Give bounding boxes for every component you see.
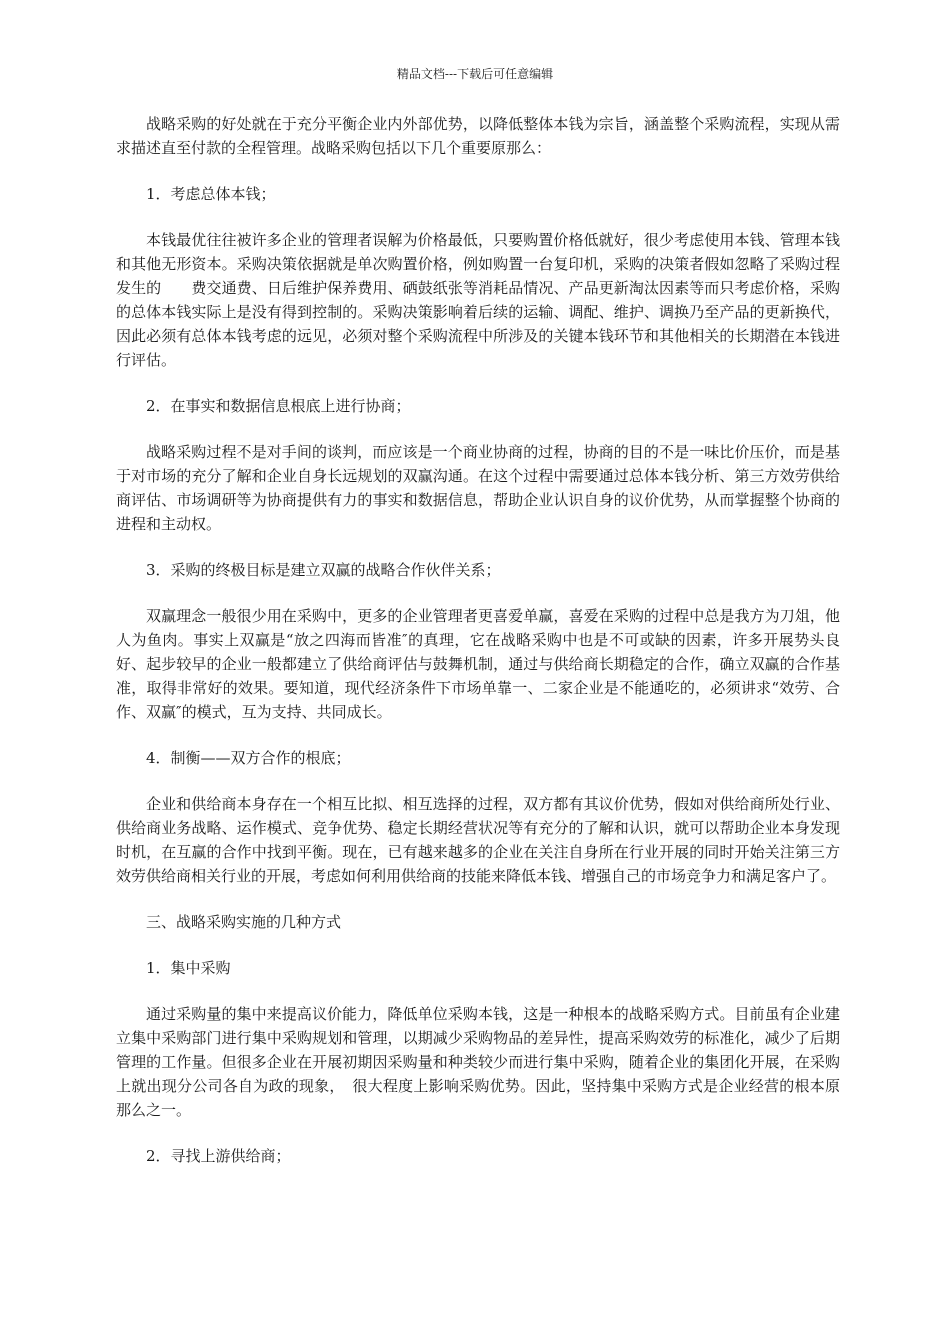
paragraph: 战略采购过程不是对手间的谈判，而应该是一个商业协商的过程，协商的目的不是一味比价压价，而是基于对市场的充分了解和企业自身长远规划的双赢沟通。在这个过程中需要通过总体本钱分析、第三方效劳供给商评估、市场调研等为协商提供有力的事实和数据信息，帮助企业认识自身的议价优势，从而掌握整个协商的进程和主动权。 xyxy=(116,443,840,533)
list-item-heading: 3．采购的终极目标是建立双赢的战略合作伙伴关系； xyxy=(146,561,501,579)
list-item-heading: 2．寻找上游供给商； xyxy=(146,1147,291,1165)
list-item-heading: 4．制衡——双方合作的根底； xyxy=(146,749,351,767)
paragraph: 战略采购的好处就在于充分平衡企业内外部优势，以降低整体本钱为宗旨，涵盖整个采购流程，实现从需求描述直至付款的全程管理。战略采购包括以下几个重要原那么： xyxy=(116,115,840,157)
section-heading: 三、战略采购实施的几种方式 xyxy=(146,913,342,931)
document-body xyxy=(116,112,840,1190)
list-item-heading: 2．在事实和数据信息根底上进行协商； xyxy=(146,397,411,415)
list-item-heading: 1．集中采购 xyxy=(146,959,231,977)
paragraph: 双赢理念一般很少用在采购中，更多的企业管理者更喜爱单赢，喜爱在采购的过程中总是我方为刀俎，他人为鱼肉。事实上双赢是“放之四海而皆准″的真理，它在战略采购中也是不可或缺的因素，许多开展势头良好、起步较早的企业一般都建立了供给商评估与鼓舞机制，通过与供给商长期稳定的合作，确立双赢的合作基准，取得非常好的效果。要知道，现代经济条件下市场单靠一、二家企业是不能通吃的，必须讲求“效劳、合作、双赢″的模式，互为支持、共同成长。 xyxy=(116,607,840,721)
paragraph: 企业和供给商本身存在一个相互比拟、相互选择的过程，双方都有其议价优势，假如对供给商所处行业、供给商业务战略、运作模式、竞争优势、稳定长期经营状况等有充分的了解和认识，就可以帮助企业本身发现时机，在互赢的合作中找到平衡。现在，已有越来越多的企业在关注自身所在行业开展的同时开始关注第三方效劳供给商相关行业的开展，考虑如何利用供给商的技能来降低本钱、增强自己的市场竞争力和满足客户了。 xyxy=(116,795,840,885)
page-header: 精品文档---下载后可任意编辑 xyxy=(396,67,554,81)
paragraph: 通过采购量的集中来提高议价能力，降低单位采购本钱，这是一种根本的战略采购方式。目前虽有企业建立集中采购部门进行集中采购规划和管理，以期减少采购物品的差异性，提高采购效劳的标准化，减少了后期管理的工作量。但很多企业在开展初期因采购量和种类较少而进行集中采购，随着企业的集团化开展，在采购上就出现分公司各自为政的现象， 很大程度上影响采购优势。因此，坚持集中采购方式是企业经营的根本原那么之一。 xyxy=(116,1005,840,1119)
list-item-heading: 1．考虑总体本钱； xyxy=(146,185,276,203)
paragraph: 本钱最优往往被许多企业的管理者误解为价格最低，只要购置价格低就好，很少考虑使用本钱、管理本钱和其他无形资本。采购决策依据就是单次购置价格，例如购置一台复印机，采购的决策者假如忽略了采购过程发生的 费交通费、日后维护保养费用、硒鼓纸张等消耗品情况、产品更新淘汰因素等而只考虑价格，采购的总体本钱实际上是没有得到控制的。采购决策影响着后续的运输、调配、维护、调换乃至产品的更新换代，因此必须有总体本钱考虑的远见，必须对整个采购流程中所涉及的关键本钱环节和其他相关的长期潜在本钱进行评估。 xyxy=(116,231,840,369)
